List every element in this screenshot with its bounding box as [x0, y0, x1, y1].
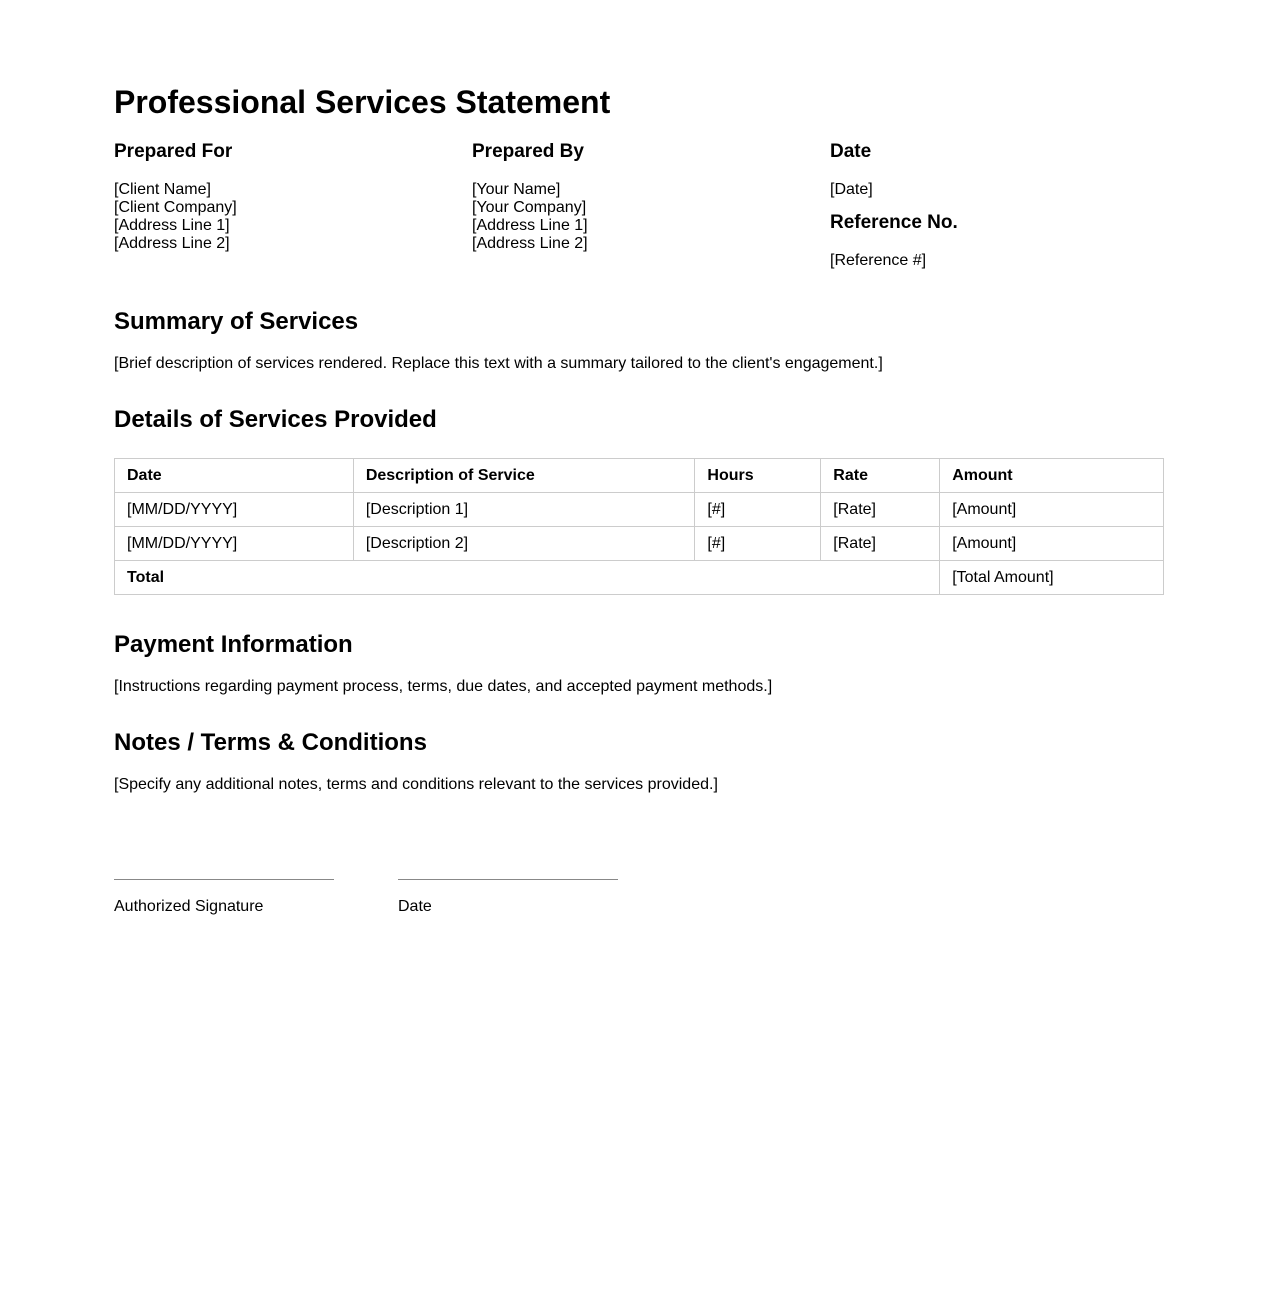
table-row: [115, 493, 1164, 527]
services-table: [114, 458, 1164, 595]
reference-value: [Reference #]: [830, 252, 927, 269]
document-title: Professional Services Statement: [114, 84, 611, 120]
signature-block: [114, 879, 334, 916]
total-label: Total: [115, 561, 940, 595]
client-name: [Client Name]: [114, 181, 211, 198]
cell-amount: [Amount]: [940, 527, 1164, 561]
cell-hours: [#]: [695, 493, 821, 527]
cell-rate: [Rate]: [821, 493, 940, 527]
cell-date: [MM/DD/YYYY]: [115, 493, 354, 527]
notes-heading: Notes / Terms & Conditions: [114, 729, 427, 756]
date-value: [Date]: [830, 181, 873, 198]
your-company: [Your Company]: [472, 199, 587, 216]
prepared-by-block: [472, 140, 812, 253]
table-header-row: [115, 459, 1164, 493]
signature-date-label: Date: [398, 898, 432, 915]
prepared-for-block: [114, 140, 454, 253]
prepared-for-heading: Prepared For: [114, 141, 233, 162]
total-row: [115, 561, 1164, 595]
date-block: [830, 140, 1170, 270]
table-row: [115, 527, 1164, 561]
cell-date: [MM/DD/YYYY]: [115, 527, 354, 561]
column-header-hours: Hours: [695, 459, 821, 493]
summary-text: [Brief description of services rendered. Replace this text with a summary tailored to the client's engagement.]: [114, 355, 883, 372]
date-heading: Date: [830, 141, 872, 162]
summary-heading: Summary of Services: [114, 308, 359, 335]
signature-label: Authorized Signature: [114, 898, 264, 915]
client-company: [Client Company]: [114, 199, 237, 216]
cell-amount: [Amount]: [940, 493, 1164, 527]
date-line: [398, 879, 618, 880]
your-name: [Your Name]: [472, 181, 561, 198]
cell-description: [Description 2]: [353, 527, 695, 561]
details-heading: Details of Services Provided: [114, 406, 437, 433]
cell-rate: [Rate]: [821, 527, 940, 561]
total-amount: [Total Amount]: [940, 561, 1164, 595]
payment-text: [Instructions regarding payment process, terms, due dates, and accepted payment methods.]: [114, 678, 773, 695]
column-header-amount: Amount: [940, 459, 1164, 493]
your-address-line-2: [Address Line 2]: [472, 235, 588, 252]
cell-description: [Description 1]: [353, 493, 695, 527]
signature-date-block: [398, 879, 618, 916]
cell-hours: [#]: [695, 527, 821, 561]
notes-text: [Specify any additional notes, terms and conditions relevant to the services provided.]: [114, 776, 718, 793]
signature-line: [114, 879, 334, 880]
client-address-line-1: [Address Line 1]: [114, 217, 230, 234]
reference-heading: Reference No.: [830, 212, 958, 233]
column-header-date: Date: [115, 459, 354, 493]
client-address-line-2: [Address Line 2]: [114, 235, 230, 252]
column-header-description: Description of Service: [353, 459, 695, 493]
prepared-by-heading: Prepared By: [472, 141, 584, 162]
your-address-line-1: [Address Line 1]: [472, 217, 588, 234]
column-header-rate: Rate: [821, 459, 940, 493]
payment-heading: Payment Information: [114, 631, 353, 658]
